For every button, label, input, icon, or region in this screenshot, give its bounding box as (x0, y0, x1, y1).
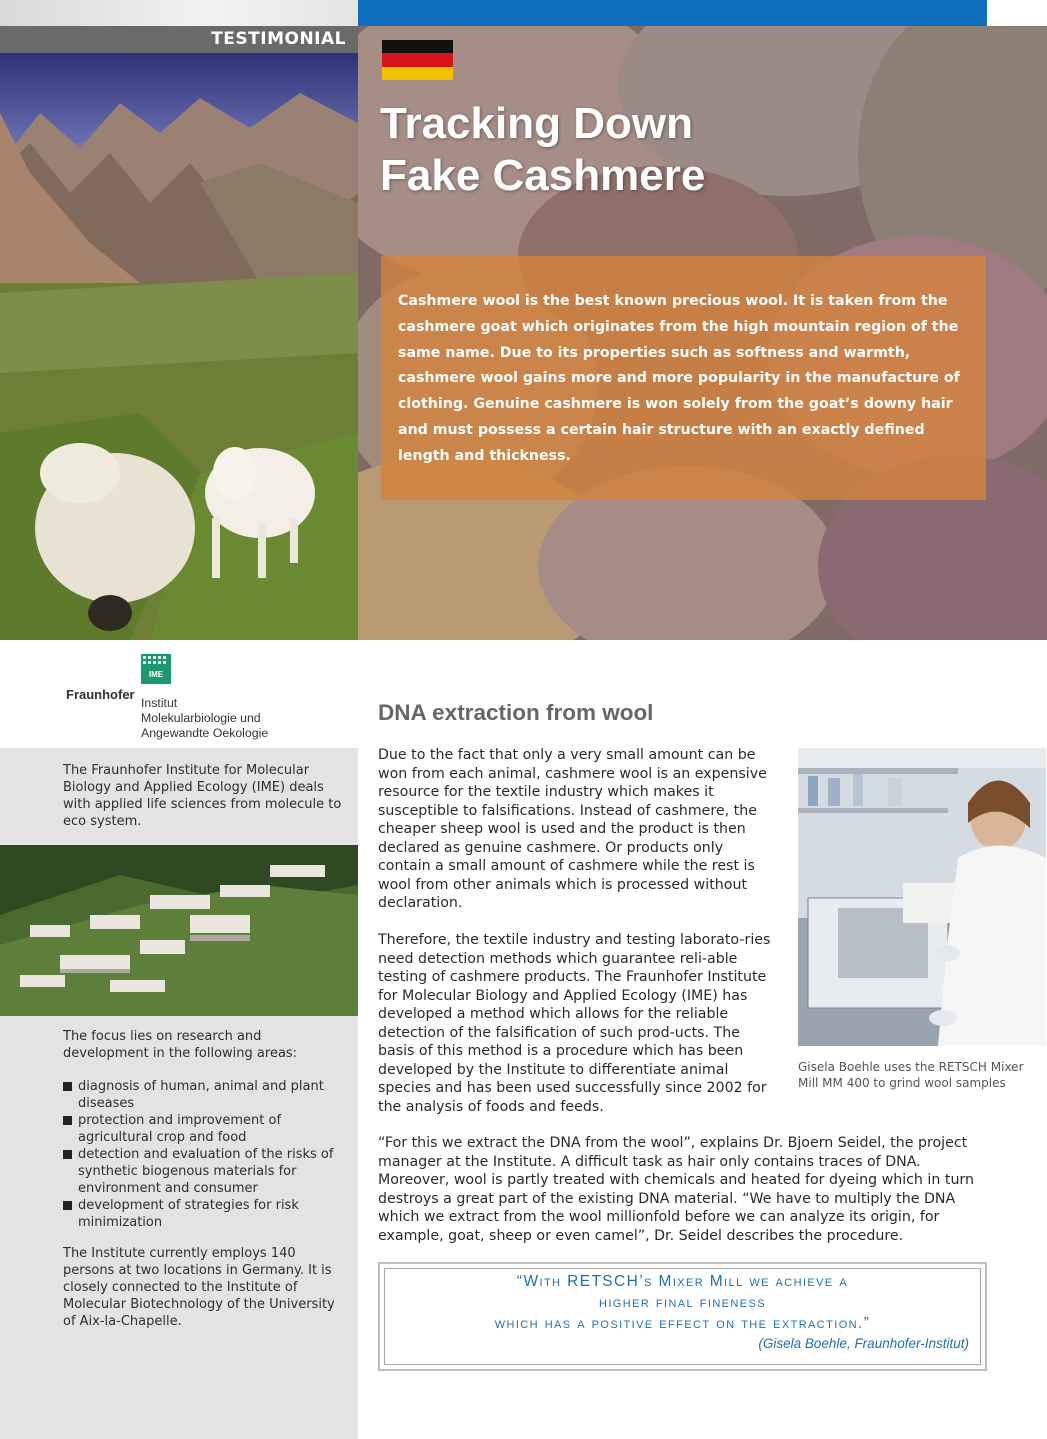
article-paragraph-3: “For this we extract the DNA from the wool”, explains Dr. Bjoern Seidel, the project manager at the Institute. A difficult task as hair only contains traces of DNA. Moreover, wool is partly treated with chemicals and heated for dyeing which in turn destroys a great part of the existing DNA material. “We have to multiply the DNA which we extract from the wool millionfold before we can analyze its origin, for example, goat, sheep or even camel”, Dr. Seidel describes the procedure. (378, 1135, 975, 1244)
intro-box (381, 256, 986, 500)
ime-badge-text: IME (148, 670, 164, 679)
institute-line-2: Molekularbiologie und (141, 711, 261, 725)
photo-caption: Gisela Boehle uses the RETSCH Mixer Mill MM 400 to grind wool samples (798, 1060, 1024, 1090)
institute-name (141, 696, 268, 741)
section-heading: DNA extraction from wool (378, 700, 654, 725)
lab-photo (798, 748, 1046, 1046)
top-left-photo-strip (0, 0, 358, 26)
employees-text: The Institute currently employs 140 persons at two locations in Germany. It is closely connected to the Institute of Molecular Biotechnology of the University of Aix-la-Chapelle. (63, 1246, 335, 1329)
testimonial-bar (0, 26, 358, 53)
title-line-2: Fake Cashmere (380, 151, 706, 200)
quote-text (384, 1271, 981, 1334)
institute-line-1: Institut (141, 696, 178, 710)
title-line-1: Tracking Down (380, 99, 693, 148)
list-item-text: protection and improvement of agricultural crop and food (78, 1113, 282, 1145)
quote-line-2: higher final fineness (599, 1294, 766, 1311)
blue-header-bar (358, 0, 987, 26)
top-right-margin (987, 0, 1047, 26)
bullet-square-icon (63, 1082, 72, 1091)
fraunhofer-name: Fraunhofer (66, 687, 135, 702)
bullet-square-icon (63, 1150, 72, 1159)
article-paragraph-1: Due to the fact that only a very small amount can be won from each animal, cashmere wool is an expensive resource for the textile industry which makes it susceptible to falsifications. Instead of cashmere, the cheaper sheep wool is used and the product is then declared as genuine cashmere. Or products only contain a small amount of cashmere while the rest is wool from other animals which is processed without declaration. (378, 747, 767, 912)
bullet-square-icon (63, 1116, 72, 1125)
ime-logo-icon (141, 654, 171, 684)
list-item (63, 1078, 348, 1112)
list-item-text: diagnosis of human, animal and plant diseases (78, 1079, 324, 1111)
institute-line-3: Angewandte Oekologie (141, 726, 269, 740)
list-item (63, 1197, 348, 1231)
quote-line-3: which has a positive effect on the extraction.” (494, 1315, 871, 1332)
mountain-goats-photo (0, 53, 358, 640)
list-item-text: development of strategies for risk minimization (78, 1198, 299, 1230)
list-item (63, 1146, 348, 1197)
focus-intro: The focus lies on research and development in the following areas: (63, 1029, 298, 1061)
page-title (380, 98, 940, 202)
article-paragraph-2: Therefore, the textile industry and testing laborato-ries need detection methods which guarantee reli-able testing of cashmere products. The Fraunhofer Institute for Molecular Biology and Applied Ecology (IME) has developed a method which allows for the reliable detection of the falsification of such prod-ucts. The basis of this method is a procedure which has been developed by the Institute to differentiate animal species and has been used successfully since 2002 for the analysis of foods and feeds. (378, 932, 771, 1115)
about-text: The Fraunhofer Institute for Molecular Biology and Applied Ecology (IME) deals with applied life sciences from molecule to eco system. (63, 763, 342, 829)
testimonial-label: TESTIMONIAL (211, 29, 346, 49)
focus-list (63, 1078, 348, 1231)
intro-text: Cashmere wool is the best known precious wool. It is taken from the cashmere goat which originates from the high mountain region of the same name. Due to its properties such as softness and warmth, cashmere wool gains more and more popularity in the manufacture of clothing. Genuine cashmere is won solely from the goat’s downy hair and must possess a certain hair structure with an exactly defined length and thickness. (398, 293, 960, 464)
institute-aerial-photo (0, 845, 358, 1016)
quote-line-1: “With RETSCH’s Mixer Mill we achieve a (516, 1273, 849, 1290)
list-item-text: detection and evaluation of the risks of synthetic biogenous materials for environment and consumer (78, 1147, 334, 1196)
bullet-square-icon (63, 1201, 72, 1210)
germany-flag-icon (382, 40, 453, 80)
quote-author: (Gisela Boehle, Fraunhofer-Institut) (758, 1336, 969, 1351)
list-item (63, 1112, 348, 1146)
